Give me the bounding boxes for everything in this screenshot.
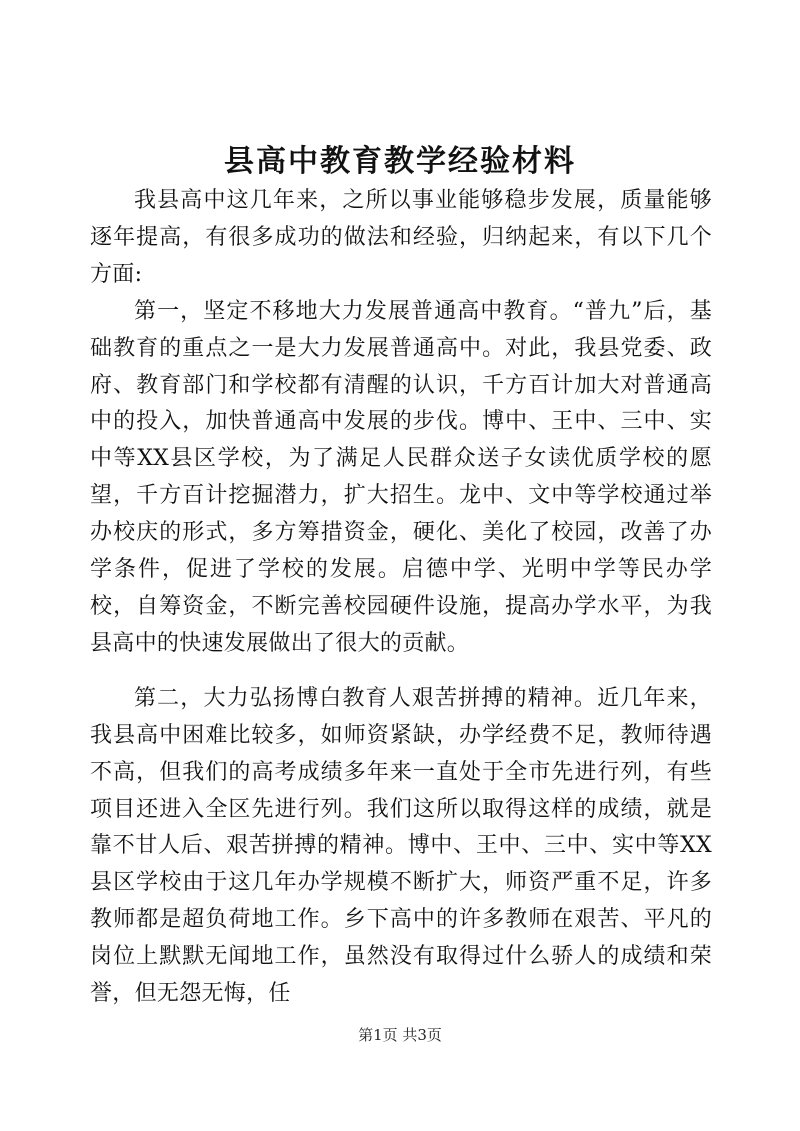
paragraph-first-point: 第一，坚定不移地大力发展普通高中教育。“普九”后，基础教育的重点之一是大力发展普通高中。对此，我县党委、政府、教育部门和学校都有清醒的认识，千方百计加大对普通高中的投入，加快普通高中发展的步伐。博中、王中、三中、实中等XX县区学校，为了满足人民群众送子女读优质学校的愿望，千方百计挖掘潜力，扩大招生。龙中、文中等学校通过举办校庆的形式，多方筹措资金，硬化、美化了校园，改善了办学条件，促进了学校的发展。启德中学、光明中学等民办学校，自筹资金，不断完善校园硬件设施，提高办学水平，为我县高中的快速发展做出了很大的贡献。 [90, 298, 712, 656]
paragraph-second-point: 第二，大力弘扬博白教育人艰苦拼搏的精神。近几年来，我县高中困难比较多，如师资紧缺，办学经费不足，教师待遇不高，但我们的高考成绩多年来一直处于全市先进行列，有些项目还进入全区先进行列。我们这所以取得这样的成绩，就是靠不甘人后、艰苦拼搏的精神。博中、王中、三中、实中等XX县区学校由于这几年办学规模不断扩大，师资严重不足，许多教师都是超负荷地工作。乡下高中的许多教师在艰苦、平凡的岗位上默默无闻地工作，虽然没有取得过什么骄人的成绩和荣誉，但无怨无悔，任 [90, 685, 712, 1007]
document-title: 县高中教育教学经验材料 [224, 144, 576, 179]
document-body [90, 183, 712, 1013]
paragraph-intro: 我县高中这几年来，之所以事业能够稳步发展，质量能够逐年提高，有很多成功的做法和经验，归纳起来，有以下几个方面: [90, 188, 712, 287]
page-footer: 第1页 共3页 [358, 1026, 442, 1044]
